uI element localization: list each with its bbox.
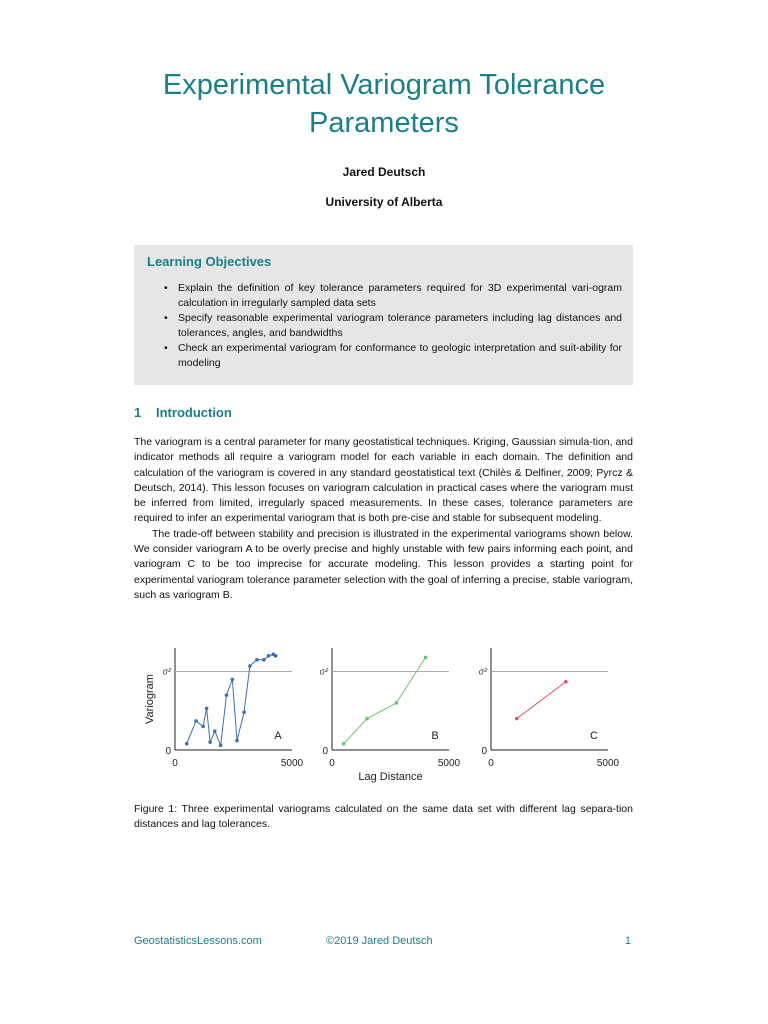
y-tick-label: σ² <box>478 666 487 677</box>
body-text <box>134 435 633 603</box>
x-tick-label: 5000 <box>437 758 461 769</box>
data-point <box>213 729 217 733</box>
learning-objectives-box <box>134 245 633 385</box>
data-point <box>201 725 205 729</box>
data-point <box>185 742 189 746</box>
data-point <box>208 740 212 744</box>
x-tick-label: 5000 <box>280 758 304 769</box>
y-axis-title: Variogram <box>144 674 156 724</box>
panel-label: A <box>274 730 282 742</box>
section-title: Introduction <box>156 405 232 420</box>
x-tick-label: 0 <box>488 758 494 769</box>
affiliation: University of Alberta <box>325 195 443 209</box>
x-tick-label: 0 <box>329 758 335 769</box>
data-point <box>262 658 266 662</box>
y-tick-label: σ² <box>162 666 171 677</box>
series-line <box>517 682 566 719</box>
data-point <box>395 701 399 705</box>
data-point <box>515 717 519 721</box>
objective-item: • Specify reasonable experimental variogram tolerance parameters including lag distances and tolerances, angles, and bandwidths <box>164 311 622 341</box>
data-point <box>248 664 252 668</box>
objective-item: • Check an experimental variogram for conformance to geologic interpretation and suit-ability for modeling <box>164 341 622 371</box>
data-point <box>225 693 229 697</box>
data-point <box>194 719 198 723</box>
variogram-figure-svg <box>134 640 633 790</box>
y-tick-label: 0 <box>322 746 328 757</box>
panel-label: C <box>590 730 598 742</box>
data-point <box>564 680 568 684</box>
page-title: Experimental Variogram Tolerance Parameters <box>162 69 606 139</box>
data-point <box>365 717 369 721</box>
x-tick-label: 5000 <box>596 758 620 769</box>
figure-caption: Figure 1: Three experimental variograms calculated on the same data set with different lag separa-tion distances and lag tolerances. <box>134 803 633 830</box>
section-number: 1 <box>134 405 142 420</box>
data-point <box>231 678 235 682</box>
series-line <box>344 657 426 743</box>
data-point <box>235 739 239 743</box>
footer-page-number: 1 <box>624 935 631 947</box>
data-point <box>219 743 223 747</box>
data-point <box>242 711 246 715</box>
series-line <box>187 654 276 745</box>
data-point <box>255 658 259 662</box>
y-tick-label: 0 <box>165 746 171 757</box>
section-heading <box>134 405 232 420</box>
data-point <box>267 654 271 658</box>
panel-label: B <box>431 730 439 742</box>
figure-variograms <box>134 640 633 790</box>
footer-site: GeostatisticsLessons.com <box>134 935 262 947</box>
footer-copyright: ©2019 Jared Deutsch <box>326 935 433 947</box>
learning-objectives-list <box>164 281 622 371</box>
objective-item: • Explain the definition of key tolerance parameters required for 3D experimental vari-ogram calculation in irregularly sampled data sets <box>164 281 622 311</box>
author-name: Jared Deutsch <box>342 165 426 179</box>
data-point <box>342 742 346 746</box>
paragraph: The trade-off between stability and precision is illustrated in the experimental variograms shown below. We consider variogram A to be overly precise and highly unstable with few pairs informing each point, and variogram C to be too imprecise for accurate modeling. This lesson provides a starting point for experimental variogram tolerance parameter selection with the goal of inferring a precise, stable variogram, such as variogram B. <box>134 527 633 601</box>
data-point <box>424 656 428 660</box>
y-tick-label: 0 <box>481 746 487 757</box>
data-point <box>205 707 209 711</box>
paragraph: The variogram is a central parameter for many geostatistical techniques. Kriging, Gaussian simula-tion, and indicator methods all require a variogram model for each variable in each domain. The definition and calculation of the variogram is covered in any standard geostatistical text (Chilès & Delfiner, 2009; Pyrcz & Deutsch, 2014). This lesson focuses on variogram calculation in practical cases where the variogram must be inferred from limited, irregularly spaced measurements. In these cases, tolerance parameters are required to infer an experimental variogram that is both pre-cise and stable for subsequent modeling. <box>134 436 633 525</box>
data-point <box>274 654 278 658</box>
x-tick-label: 0 <box>172 758 178 769</box>
learning-objectives-heading: Learning Objectives <box>147 254 272 269</box>
y-tick-label: σ² <box>319 666 328 677</box>
x-axis-title: Lag Distance <box>358 771 423 783</box>
